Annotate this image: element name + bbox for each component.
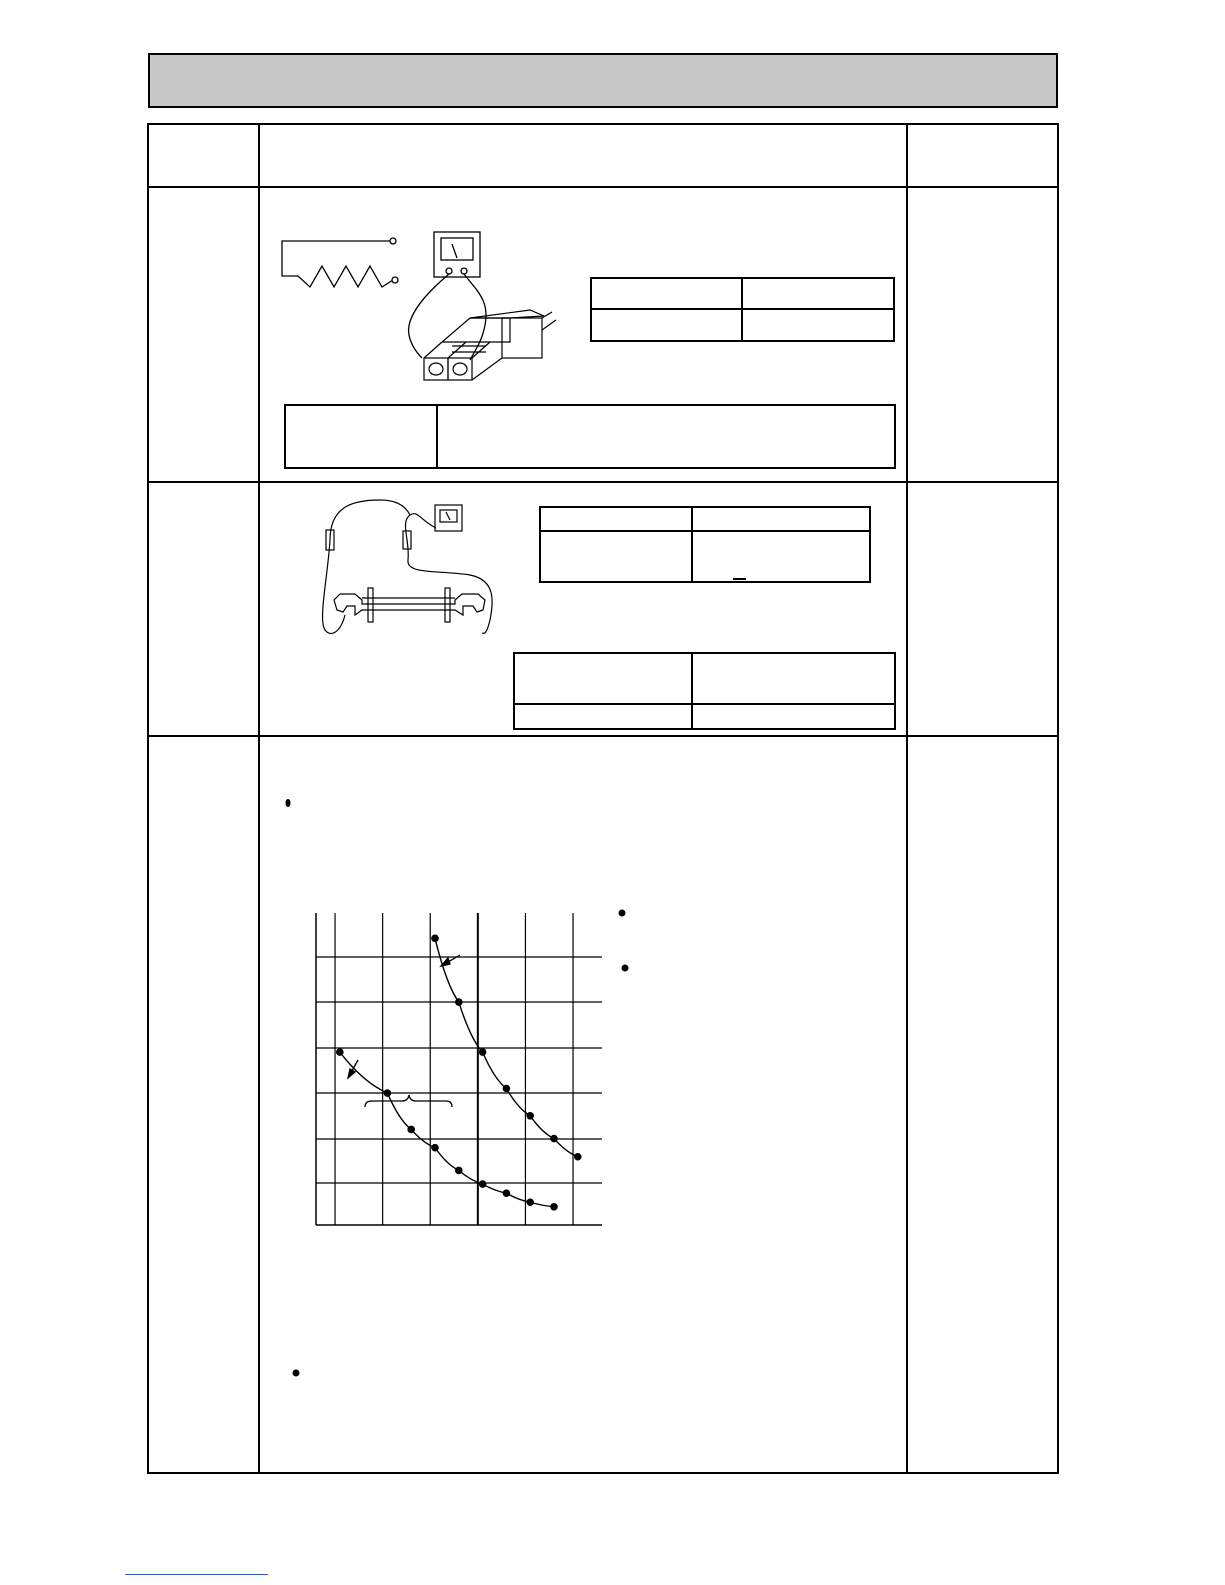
chart-point	[479, 1180, 487, 1188]
chart-point	[479, 1048, 487, 1056]
characteristic-chart	[316, 913, 602, 1225]
chart-series	[336, 935, 582, 1211]
row1-small-table	[591, 278, 894, 341]
chart-point	[384, 1089, 392, 1097]
row2-lower-table	[514, 653, 895, 729]
bullet-2	[619, 910, 626, 917]
chart-point	[526, 1112, 534, 1120]
row2-upper-table	[540, 507, 870, 582]
connector-icon	[424, 310, 556, 380]
chart-point	[455, 1167, 463, 1175]
row1-note-box	[285, 405, 895, 468]
chart-point	[550, 1135, 558, 1143]
heater-element-diagram	[323, 500, 493, 633]
chart-point	[503, 1189, 511, 1197]
chart-point	[503, 1085, 511, 1093]
meter-icon-2	[435, 505, 462, 531]
chart-point	[431, 935, 439, 943]
chart-point	[526, 1198, 534, 1206]
chart-point	[407, 1126, 415, 1134]
bullet-3	[622, 965, 629, 972]
footer-link[interactable]	[125, 1574, 268, 1575]
chart-annotations	[348, 955, 460, 1107]
chart-point	[455, 998, 463, 1006]
resistor-symbol	[282, 238, 398, 287]
chart-grid	[316, 913, 602, 1225]
bullet-4	[293, 1370, 300, 1377]
chart-point	[550, 1203, 558, 1211]
meter-icon	[434, 232, 480, 277]
chart-point	[336, 1048, 344, 1056]
chart-point	[574, 1153, 582, 1161]
bullet-1	[286, 799, 291, 807]
chart-point	[431, 1144, 439, 1152]
